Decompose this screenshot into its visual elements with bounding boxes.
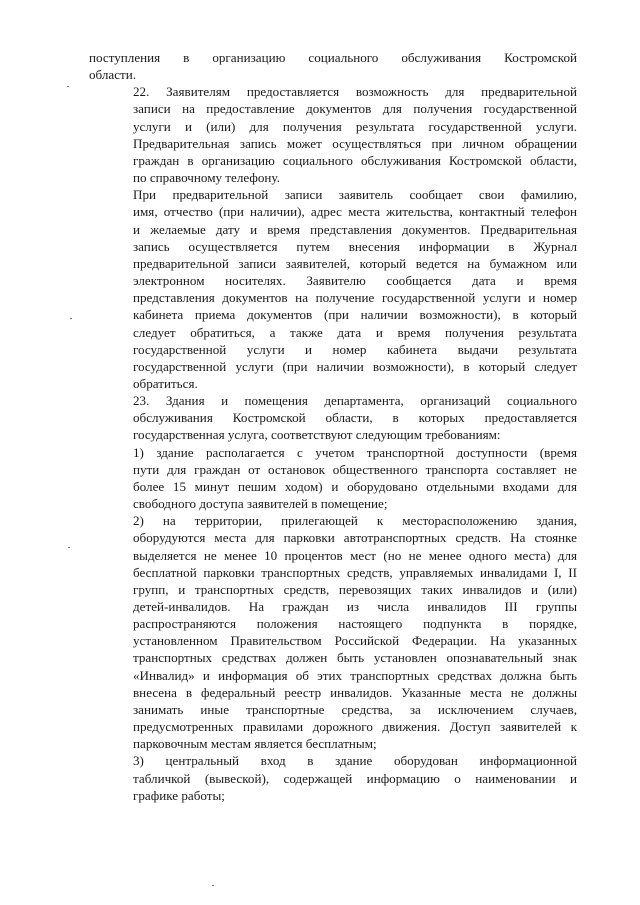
text-line: табличкой (вывеской), содержащей информацию о наименовании и bbox=[133, 770, 577, 786]
text-line: имя, отчество (при наличии), адрес места жительства, контактный телефон bbox=[133, 204, 577, 220]
text-line: области. bbox=[89, 67, 137, 83]
text-line: распространяются положения настоящего подпункта в порядке, bbox=[133, 616, 577, 632]
text-line: граждан в организацию социального обслуживания Костромской области, bbox=[133, 152, 577, 168]
text-line: 2) на территории, прилегающей к месторасположению здания, bbox=[133, 513, 577, 529]
paragraph bbox=[89, 392, 577, 443]
text-line: предусмотренных правилами дорожного движения. Доступ заявителей к bbox=[133, 719, 577, 735]
text-line: 22. Заявителям предоставляется возможность для предварительной bbox=[133, 84, 577, 100]
text-line: бесплатной парковки транспортных средств, управляемых инвалидами I, II bbox=[133, 564, 577, 580]
text-line: государственной услуги и номер кабинета выдачи результата bbox=[133, 341, 577, 357]
paragraph bbox=[89, 49, 577, 83]
text-line: групп, и транспортных средств, перевозящих таких инвалидов и (или) bbox=[133, 581, 577, 597]
text-line: свободного доступа заявителей в помещение; bbox=[133, 496, 388, 512]
scan-mark bbox=[212, 885, 214, 886]
text-line: представления документов на получение государственной услуги и номер bbox=[133, 290, 577, 306]
text-line: поступления в организацию социального обслуживания Костромской bbox=[89, 50, 577, 65]
paragraph bbox=[89, 512, 577, 752]
text-line: и желаемые дату и время представления документов. Предварительная bbox=[133, 221, 577, 237]
text-line: электронном носителях. Заявителю сообщается дата и время bbox=[133, 273, 577, 289]
scan-mark bbox=[67, 86, 69, 87]
text-line: Предварительная запись может осуществляться при личном обращении bbox=[133, 135, 577, 151]
text-line: установленном Правительством Российской Федерации. На указанных bbox=[133, 633, 577, 649]
scan-mark bbox=[70, 318, 72, 319]
text-line: кабинета приема документов (при наличии возможности), в который bbox=[133, 307, 577, 323]
paragraph bbox=[89, 444, 577, 513]
text-line: услуги и (или) для получения результата государственной услуги. bbox=[133, 118, 577, 134]
text-line: предварительной записи заявителей, который ведется на бумажном или bbox=[133, 255, 577, 271]
text-line: обслуживания Костромской области, в которых предоставляется bbox=[133, 410, 577, 426]
text-line: записи на предоставление документов для получения государственной bbox=[133, 101, 577, 117]
text-line: парковочным местам является бесплатным; bbox=[133, 736, 377, 752]
text-line: пути для граждан от остановок общественного транспорта составляет не bbox=[133, 461, 577, 477]
text-line: внесена в федеральный реестр инвалидов. Указанные места не должны bbox=[133, 684, 577, 700]
text-line: транспортных средствах должен быть установлен опознавательный знак bbox=[133, 650, 577, 666]
text-line: следует обратиться, а также дата и время получения результата bbox=[133, 324, 577, 340]
text-line: занимать иные транспортные средства, за исключением случаев, bbox=[133, 701, 577, 717]
text-line: запись осуществляется путем внесения информации в Журнал bbox=[133, 238, 577, 254]
paragraph bbox=[89, 752, 577, 803]
text-line: оборудуются места для парковки автотранспортных средств. На стоянке bbox=[133, 530, 577, 546]
text-line: При предварительной записи заявитель сообщает свои фамилию, bbox=[133, 187, 577, 203]
text-line: обратиться. bbox=[133, 375, 198, 391]
text-line: выделяется не менее 10 процентов мест (но не менее одного места) для bbox=[133, 547, 577, 563]
text-line: детей-инвалидов. На граждан из числа инвалидов III группы bbox=[133, 599, 577, 614]
text-line: 1) здание располагается с учетом транспортной доступности (время bbox=[133, 444, 577, 460]
text-line: более 15 минут пешим ходом) и оборудовано отдельными входами для bbox=[133, 478, 577, 494]
paragraph bbox=[89, 83, 577, 186]
text-line: государственной услуги (при наличии возможности), в который следует bbox=[133, 358, 577, 374]
text-line: графике работы; bbox=[133, 787, 225, 803]
document-body bbox=[89, 49, 577, 804]
text-line: 3) центральный вход в здание оборудован информационной bbox=[133, 753, 577, 769]
text-line: по справочному телефону. bbox=[133, 170, 280, 186]
text-line: «Инвалид» и информация об этих транспортных средствах должна быть bbox=[133, 667, 577, 683]
paragraph bbox=[89, 186, 577, 392]
scan-mark bbox=[68, 547, 70, 548]
text-line: 23. Здания и помещения департамента, организаций социального bbox=[133, 393, 577, 409]
text-line: государственная услуга, соответствуют следующим требованиям: bbox=[133, 427, 501, 443]
